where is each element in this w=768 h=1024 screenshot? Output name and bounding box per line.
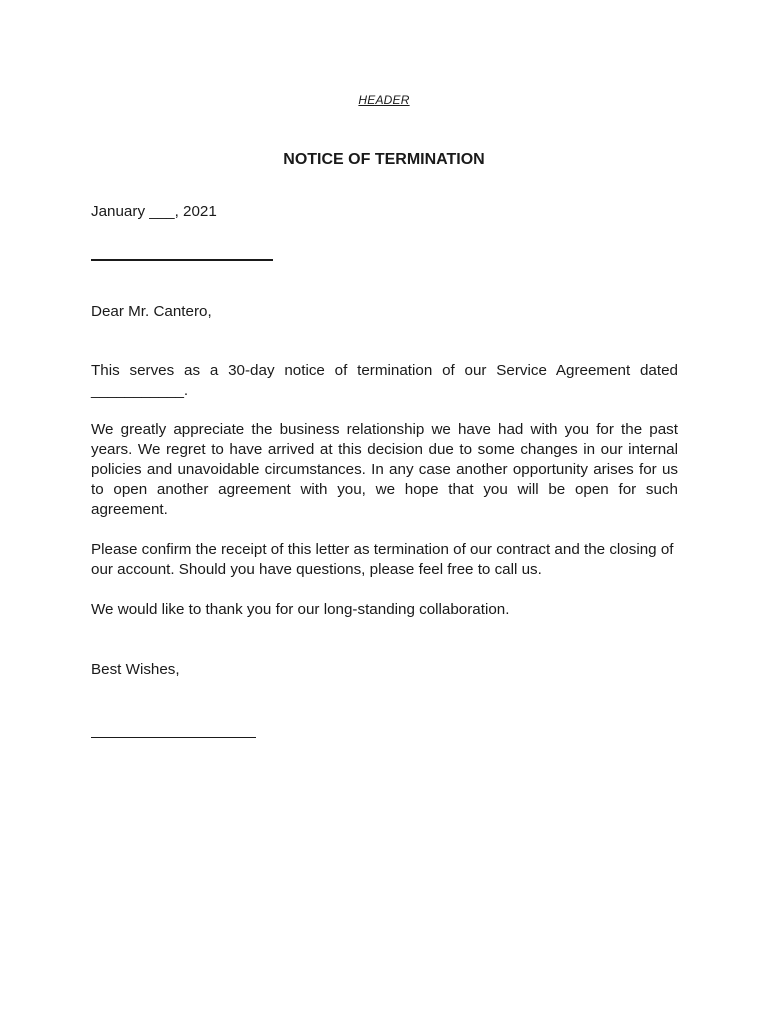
document-header: HEADER xyxy=(358,93,410,107)
signature-blank-line xyxy=(91,737,256,738)
closing: Best Wishes, xyxy=(91,661,180,678)
salutation: Dear Mr. Cantero, xyxy=(91,303,212,320)
paragraph-thanks: We would like to thank you for our long-standing collaboration. xyxy=(91,601,510,618)
date-line: January ___, 2021 xyxy=(91,203,217,220)
paragraph-appreciation: We greatly appreciate the business relationship we have had with you for the past years. We regret to have arrived at this decision due to some changes in our internal policies and unavoidable circumstances. In any case another opportunity arises for us to open another agreement with you, we hope that you will be open for such agreement. xyxy=(91,421,678,518)
paragraph-confirm: Please confirm the receipt of this letter as termination of our contract and the closing of our account. Should you have questions, please feel free to call us. xyxy=(91,541,674,578)
document-title: NOTICE OF TERMINATION xyxy=(283,151,485,168)
recipient-blank-line xyxy=(91,259,273,261)
paragraph-notice: This serves as a 30-day notice of termination of our Service Agreement dated ___________. xyxy=(91,362,678,399)
